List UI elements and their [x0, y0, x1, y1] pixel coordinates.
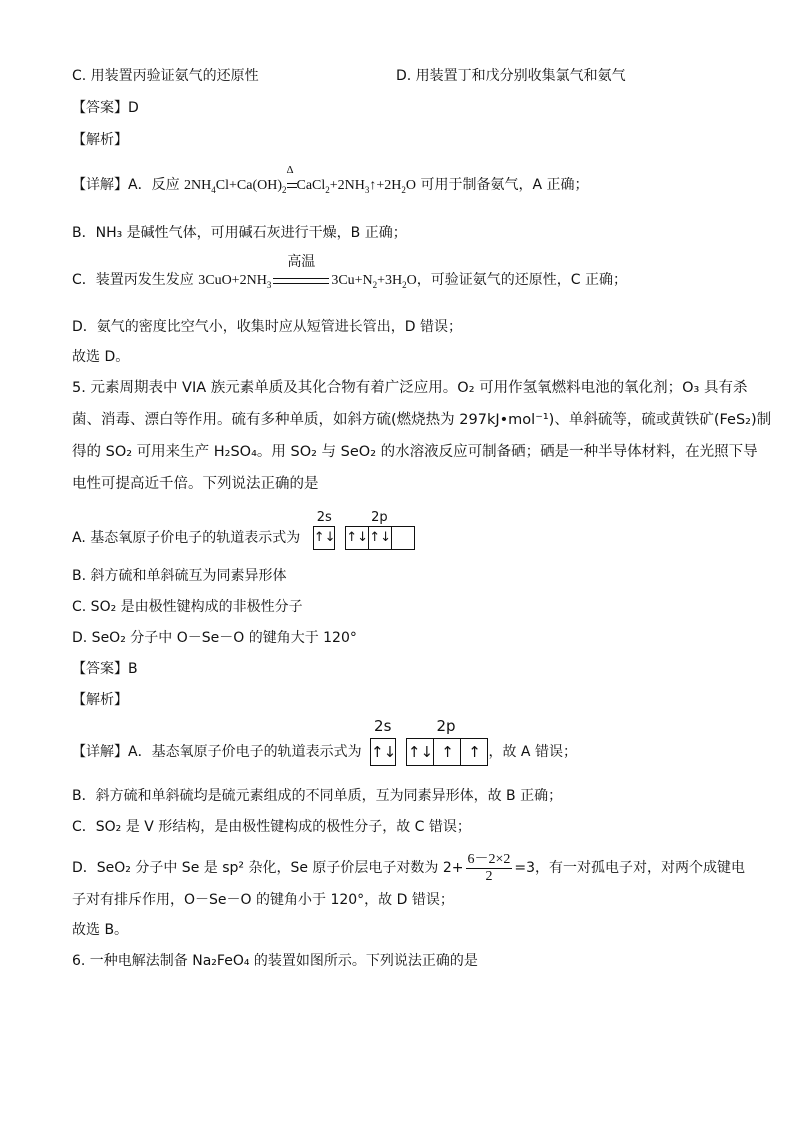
detail-label: 【详解】	[72, 177, 128, 193]
eq-part: 3CuO+2NH	[198, 273, 267, 288]
q5-stem-4: 电性可提高近千倍。下列说法正确的是	[72, 476, 319, 492]
denominator: 2	[485, 868, 493, 884]
explain-q4-d: D．氨气的密度比空气小，收集时应从短管进长管出，D 错误；	[72, 319, 463, 335]
orbital-box-2s: ↑↓	[313, 526, 335, 550]
label-2s: 2s	[374, 717, 392, 735]
orbital-diagram-answer-2s	[370, 717, 397, 766]
option-c-line	[72, 66, 259, 86]
orbital-box-2s: ↑↓	[370, 738, 396, 766]
text: ，故 A 错误；	[488, 744, 577, 760]
q5-option-d: D. SeO₂ 分子中 O－Se－O 的键角大于 120°	[72, 630, 357, 646]
text: A．反应	[128, 177, 185, 193]
q5-option-b: B. 斜方硫和单斜硫互为同素异形体	[72, 568, 287, 584]
text: 可用于制备氨气，A 正确；	[416, 177, 589, 193]
explain-q4-conclusion: 故选 D。	[72, 349, 130, 365]
q5-option-c: C. SO₂ 是由极性键构成的非极性分子	[72, 599, 303, 615]
q5-stem-1: 5. 元素周期表中 VIA 族元素单质及其化合物有着广泛应用。O₂ 可用作氢氧燃料电池的氧化剂；O₃ 具有杀	[72, 380, 748, 396]
option-c: C. 用装置丙验证氨气的还原性	[72, 68, 259, 84]
explain-q5-c: C．SO₂ 是 V 形结构，是由极性键构成的极性分子，故 C 错误；	[72, 819, 471, 835]
explain-q5-b: B．斜方硫和单斜硫均是硫元素组成的不同单质，互为同素异形体，故 B 正确；	[72, 788, 563, 804]
orbital-box-2p: ↑↓	[345, 526, 369, 550]
q5-option-a	[72, 510, 415, 550]
option-a-text: A. 基态氧原子价电子的轨道表示式为	[72, 530, 301, 546]
option-d-line	[396, 66, 626, 86]
explain-q5-conclusion: 故选 B。	[72, 922, 129, 938]
eq-part: O	[405, 178, 417, 193]
label-2s: 2s	[316, 510, 332, 525]
orbital-box-2p: ↑↓	[369, 526, 392, 550]
condition-high-temp	[273, 255, 329, 291]
numerator: 6－2×2	[467, 851, 511, 867]
eq-part: ↑+2H	[369, 178, 402, 193]
text: A．基态氧原子价电子的轨道表示式为	[128, 744, 362, 760]
orbital-diagram-2p	[345, 510, 415, 550]
eq-part: +3H	[377, 273, 403, 288]
text: =3，有一对孤电子对，对两个成键电	[514, 860, 746, 876]
explain-q5-d-cont: 子对有排斥作用，O－Se－O 的键角小于 120°，故 D 错误；	[72, 892, 454, 908]
eq-part: +2NH	[329, 178, 365, 193]
label-2p: 2p	[371, 510, 388, 525]
option-d: D. 用装置丁和戊分别收集氯气和氨气	[396, 68, 626, 84]
orbital-diagram-q	[313, 510, 336, 550]
answer-label-q4: 【答案】D	[72, 100, 139, 116]
eq-part: 2NH	[184, 178, 212, 193]
eq-part: 3Cu+N	[331, 273, 373, 288]
orbital-box-2p: ↑↓	[406, 738, 434, 766]
heat-sign: Δ	[287, 176, 297, 196]
orbital-diagram-answer-2p	[406, 717, 488, 766]
eq-part: CaCl	[296, 178, 326, 193]
eq-part: O	[406, 273, 417, 288]
analysis-label-q4: 【解析】	[72, 132, 128, 148]
text: D．SeO₂ 分子中 Se 是 sp² 杂化，Se 原子价层电子对数为 2+	[72, 860, 464, 876]
q5-stem-3: 得的 SO₂ 可用来生产 H₂SO₄。用 SO₂ 与 SeO₂ 的水溶液反应可制备硒；硒是一种半导体材料，在光照下导	[72, 444, 758, 460]
orbital-box-2p	[392, 526, 415, 550]
cond-text: 高温	[287, 255, 316, 270]
equation-nh4cl: $2NH_4Cl+Ca(OH)_2$ Δ $CaCl_2+2NH_3↑+2H_2O$	[184, 164, 417, 195]
orbital-box-2p: ↑	[434, 738, 461, 766]
q5-stem-2: 菌、消毒、漂白等作用。硫有多种单质，如斜方硫(燃烧热为 297kJ•mol⁻¹)、单斜硫等，硫或黄铁矿(FeS₂)制	[72, 412, 772, 428]
label-2p: 2p	[436, 717, 456, 735]
explain-q4-c	[72, 255, 628, 291]
answer-label-q5: 【答案】B	[72, 661, 138, 677]
detail-label: 【详解】	[72, 744, 128, 760]
explain-q4-b: B．NH₃ 是碱性气体，可用碱石灰进行干燥，B 正确；	[72, 225, 407, 241]
orbital-box-2p: ↑	[461, 738, 488, 766]
q6-stem: 6. 一种电解法制备 Na₂FeO₄ 的装置如图所示。下列说法正确的是	[72, 953, 478, 969]
text: ，可验证氨气的还原性，C 正确；	[416, 272, 628, 288]
fraction	[466, 852, 513, 885]
analysis-label-q5: 【解析】	[72, 692, 128, 708]
explain-q5-d	[72, 850, 745, 886]
explain-q5-a	[72, 717, 577, 766]
explain-q4-a	[72, 164, 589, 196]
equation-cuo: $3CuO+2NH_3$ 高温 $3Cu+N_2+3H_2O$	[198, 255, 417, 290]
text: C．装置丙发生发应	[72, 272, 199, 288]
eq-part: Cl+Ca(OH)	[215, 178, 282, 193]
